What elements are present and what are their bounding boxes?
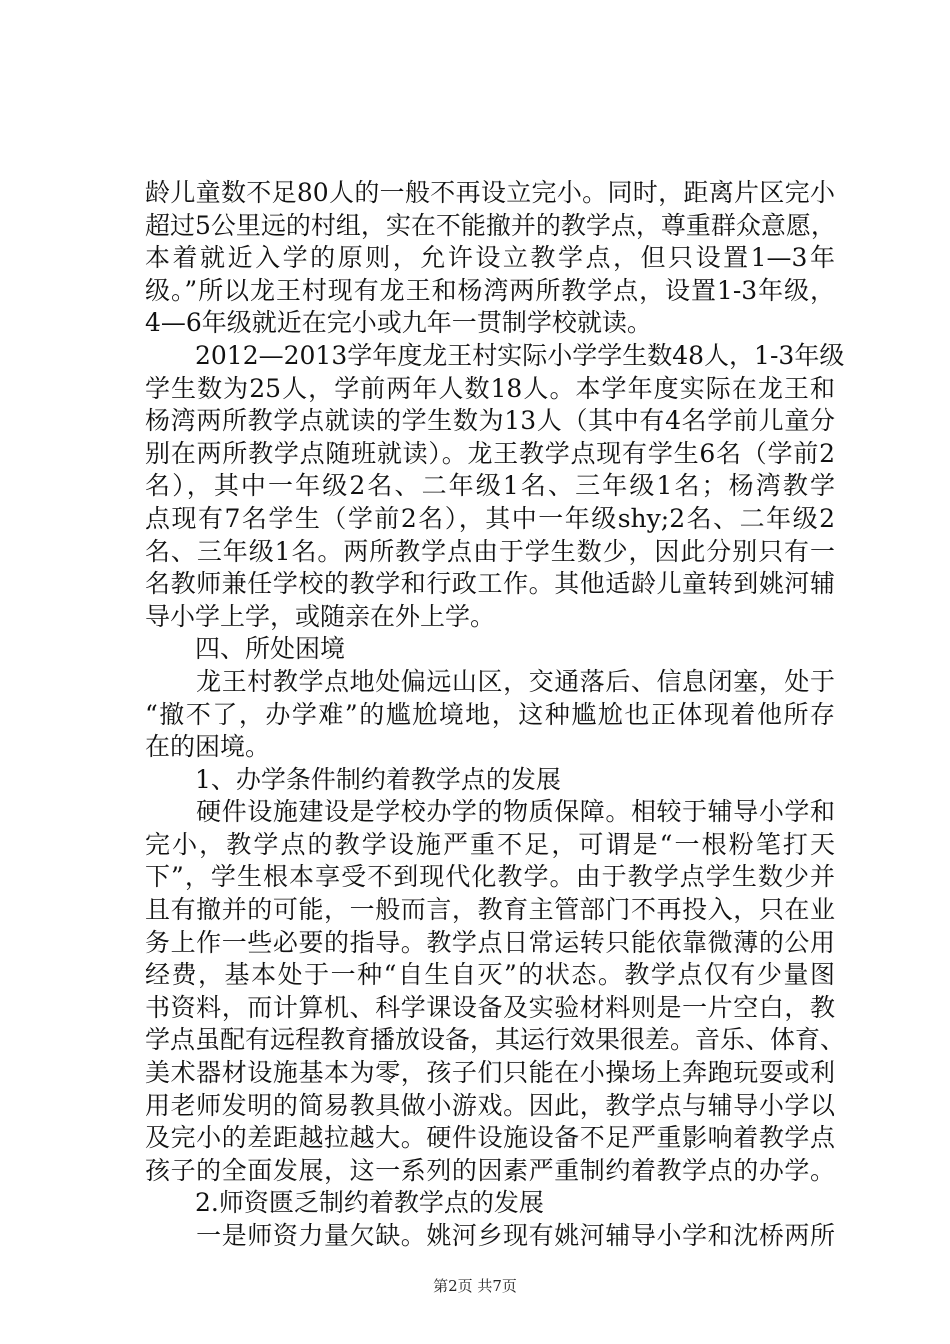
text-line: 硬件设施建设是学校办学的物质保障。相较于辅导小学和 xyxy=(145,797,835,827)
text-line: 书资料，而计算机、科学课设备及实验材料则是一片空白，教 xyxy=(145,992,835,1022)
text-line: 级。”所以龙王村现有龙王和杨湾两所教学点，设置1-3年级， xyxy=(145,275,835,305)
text-line: 孩子的全面发展，这一系列的因素严重制约着教学点的办学。 xyxy=(145,1155,835,1185)
text-line: 4—6年级就近在完小或九年一贯制学校就读。 xyxy=(145,308,652,338)
text-line: “撤不了，办学难”的尴尬境地，这种尴尬也正体现着他所存 xyxy=(145,699,835,729)
text-line: 杨湾两所教学点就读的学生数为13人（其中有4名学前儿童分 xyxy=(145,406,835,436)
text-line: 学生数为25人，学前两年人数18人。本学年度实际在龙王和 xyxy=(145,373,835,403)
text-line: 1、办学条件制约着教学点的发展 xyxy=(145,764,561,794)
body-text xyxy=(145,177,846,1253)
text-line: 2012—2013学年度龙王村实际小学学生数48人，1-3年级 xyxy=(145,340,845,370)
page-footer: 第2页 共7页 xyxy=(433,1277,517,1295)
text-line: 龙王村教学点地处偏远山区，交通落后、信息闭塞，处于 xyxy=(145,666,835,696)
text-line: 美术器材设施基本为零，孩子们只能在小操场上奔跑玩耍或利 xyxy=(145,1058,835,1088)
text-line: 用老师发明的简易教具做小游戏。因此，教学点与辅导小学以 xyxy=(145,1090,835,1120)
text-line: 超过5公里远的村组，实在不能撤并的教学点，尊重群众意愿， xyxy=(145,210,836,240)
text-line: 本着就近入学的原则，允许设立教学点，但只设置1—3年 xyxy=(145,243,835,273)
text-line: 下”，学生根本享受不到现代化教学。由于教学点学生数少并 xyxy=(145,862,835,892)
text-line: 完小，教学点的教学设施严重不足，可谓是“一根粉笔打天 xyxy=(145,829,835,859)
text-line: 在的困境。 xyxy=(145,732,271,762)
text-line: 名、三年级1名。两所教学点由于学生数少，因此分别只有一 xyxy=(145,536,835,566)
text-line: 导小学上学，或随亲在外上学。 xyxy=(145,601,496,631)
text-line: 名教师兼任学校的教学和行政工作。其他适龄儿童转到姚河辅 xyxy=(145,569,835,599)
text-line: 龄儿童数不足80人的一般不再设立完小。同时，距离片区完小 xyxy=(145,178,835,207)
text-line: 经费，基本处于一种“自生自灭”的状态。教学点仅有少量图 xyxy=(145,960,835,990)
text-line: 名），其中一年级2名、二年级1名、三年级1名；杨湾教学 xyxy=(145,471,835,501)
text-line: 2.师资匮乏制约着教学点的发展 xyxy=(145,1188,544,1218)
text-line: 点现有7名学生（学前2名），其中一年级shy;2名、二年级2 xyxy=(145,503,835,533)
text-line: 别在两所教学点随班就读）。龙王教学点现有学生6名（学前2 xyxy=(145,438,835,468)
text-line: 及完小的差距越拉越大。硬件设施设备不足严重影响着教学点 xyxy=(145,1123,835,1153)
text-line: 务上作一些必要的指导。教学点日常运转只能依靠微薄的公用 xyxy=(145,927,835,957)
text-line: 一是师资力量欠缺。姚河乡现有姚河辅导小学和沈桥两所 xyxy=(145,1221,835,1250)
text-line: 且有撤并的可能，一般而言，教育主管部门不再投入，只在业 xyxy=(145,895,835,925)
text-line: 学点虽配有远程教育播放设备，其运行效果很差。音乐、体育、 xyxy=(145,1025,846,1055)
text-line: 四、所处困境 xyxy=(145,634,346,664)
